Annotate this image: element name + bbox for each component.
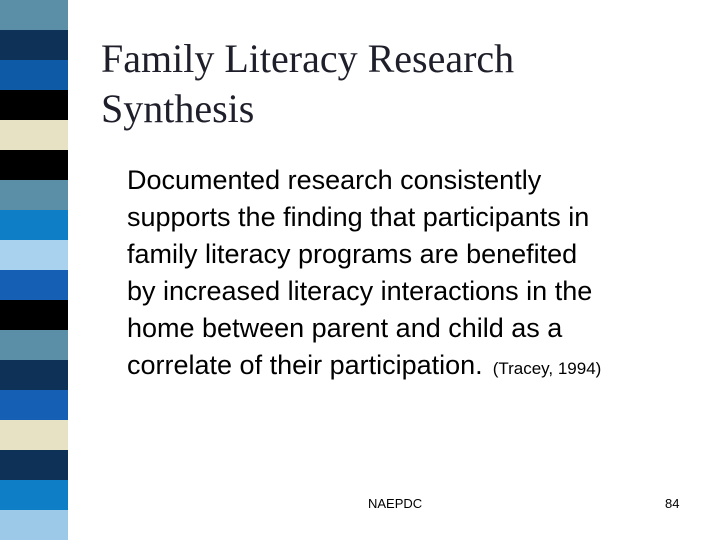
stripe-block <box>0 150 68 180</box>
slide-body <box>127 162 702 387</box>
stripe-block <box>0 30 68 60</box>
stripe-block <box>0 240 68 270</box>
stripe-block <box>0 60 68 90</box>
stripe-block <box>0 510 68 540</box>
title-line-1: Family Literacy Research <box>101 36 515 81</box>
body-line-last <box>127 347 702 387</box>
stripe-block <box>0 210 68 240</box>
stripe-block <box>0 0 68 30</box>
footer-organization: NAEPDC <box>368 496 423 511</box>
stripe-block <box>0 450 68 480</box>
stripe-divider <box>68 0 70 540</box>
body-line: Documented research consistently <box>127 165 542 195</box>
stripe-block <box>0 180 68 210</box>
body-line: home between parent and child as a <box>127 313 563 343</box>
body-line-text: correlate of their participation. <box>127 350 483 380</box>
slide-title <box>101 34 681 134</box>
stripe-block <box>0 120 68 150</box>
stripe-block <box>0 330 68 360</box>
stripe-block <box>0 270 68 300</box>
decorative-side-stripe <box>0 0 68 540</box>
stripe-block <box>0 420 68 450</box>
citation: (Tracey, 1994) <box>492 359 602 378</box>
body-line: family literacy programs are benefited <box>127 239 578 269</box>
title-line-2: Synthesis <box>101 86 255 131</box>
page-number: 84 <box>665 496 680 511</box>
stripe-block <box>0 480 68 510</box>
body-line: supports the finding that participants in <box>127 202 590 232</box>
stripe-block <box>0 360 68 390</box>
stripe-block <box>0 390 68 420</box>
body-line: by increased literacy interactions in the <box>127 276 593 306</box>
stripe-block <box>0 300 68 330</box>
stripe-block <box>0 90 68 120</box>
